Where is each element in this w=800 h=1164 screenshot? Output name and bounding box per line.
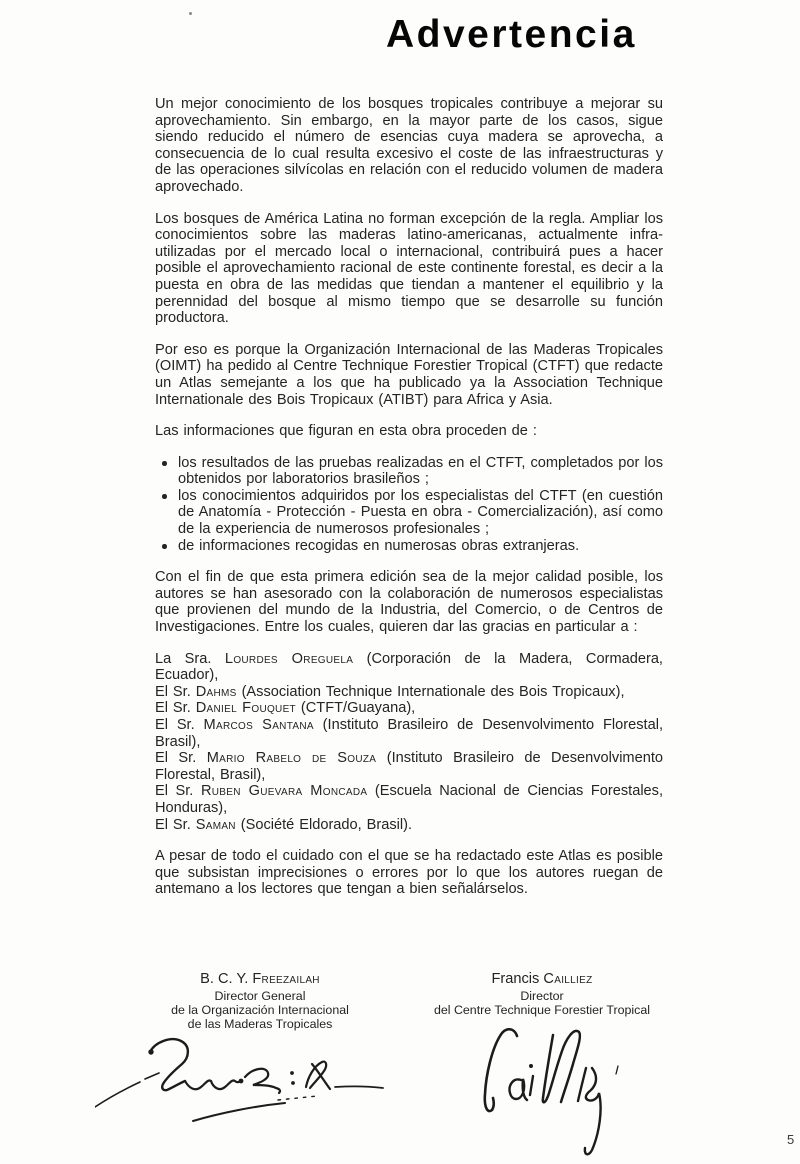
page-number: 5: [787, 1132, 795, 1147]
acknowledgement-line: [155, 783, 663, 816]
signatory-left: [138, 971, 382, 1032]
ack-name: Mario Rabelo de Souza: [206, 750, 377, 767]
signatory-surname: Freezailah: [252, 971, 320, 987]
ack-detail: (Instituto Brasileiro de Desenvolvimento Florestal, Brasil),: [155, 717, 664, 750]
ack-prefix: El Sr.: [155, 783, 194, 800]
ack-name: Marcos Santana: [203, 717, 314, 733]
signatory-right: [406, 971, 678, 1017]
sources-intro: Las informaciones que figuran en esta obra proceden de :: [155, 423, 537, 440]
bullet-dot-icon: [162, 494, 167, 499]
acknowledgement-line: [155, 684, 663, 701]
ack-detail: (Association Technique Internationale des Bois Tropicaux),: [241, 683, 625, 700]
ack-prefix: El Sr.: [155, 717, 195, 733]
signatory-role: Director: [520, 989, 564, 1003]
ack-detail: (Société Eldorado, Brasil).: [240, 816, 413, 833]
acknowledgement-line: [155, 717, 663, 750]
scan-speck: [189, 12, 192, 15]
ack-name: Dahms: [195, 683, 237, 700]
ack-prefix: El Sr.: [155, 683, 191, 700]
paragraph-6: A pesar de todo el cuidado con el que se ha redactado este Atlas es posible que subsistan imprecisiones o errores por lo que los autores ruegan de antemano a los lectores que tengan a bien señalárselos.: [155, 848, 663, 898]
ack-name: Daniel Fouquet: [195, 700, 296, 717]
list-item-text: de informaciones recogidas en numerosas obras extranjeras.: [178, 537, 580, 554]
freezailah-signature: [95, 1035, 395, 1135]
acknowledgement-line: [155, 651, 663, 684]
signatory-role: de la Organización Internacional: [171, 1003, 349, 1018]
ack-prefix: El Sr.: [155, 816, 191, 833]
paragraph-5: Con el fin de que esta primera edición sea de la mejor calidad posible, los autores se han asesorado con la colaboración de numerosos especialistas que provienen del mundo de la Industria, del Comercio, o de Centros de Investigaciones. Entre los cuales, quieren dar las gracias en particular a :: [155, 569, 663, 636]
ack-name: Saman: [195, 816, 236, 833]
acknowledgements: [155, 651, 663, 834]
paragraph-3: Por eso es porque la Organización Internacional de las Maderas Tropicales (OIMT) ha pedido al Centre Technique Forestier Tropical (CTFT) que redacte un Atlas semejante a los que ha publicado ya la Association Technique Internationale des Bois Tropicaux (ATIBT) para Africa y Asia.: [155, 341, 663, 408]
acknowledgement-line: [155, 700, 663, 717]
list-item: [155, 488, 663, 538]
bullet-dot-icon: [162, 461, 167, 466]
ack-detail: (Corporación de la Madera, Cormadera, Ecuador),: [155, 650, 663, 684]
list-item-text: los conocimientos adquiridos por los especialistas del CTFT (en cuestión de Anatomía - Protección - Puesta en obra - Comercialización), así como de la experiencia de numerosos profesionales ;: [178, 487, 663, 538]
ack-detail: (CTFT/Guayana),: [300, 700, 416, 717]
paragraph-1: Un mejor conocimiento de los bosques tropicales contribuye a mejorar su aprovechamiento. Sin embargo, en la mayor parte de los casos, sigue siendo reducido el número de esencias cuya madera se aprovecha, a consecuencia de lo cual resulta excesivo el coste de las infraestructuras y de las operaciones silvícolas en relación con el reducido volumen de madera aprovechado.: [155, 96, 663, 195]
ack-prefix: El Sr.: [155, 700, 191, 717]
signatory-name: [138, 971, 382, 988]
list-item: [155, 455, 663, 488]
signatory-role: de las Maderas Tropicales: [187, 1017, 333, 1032]
ack-name: Lourdes Oreguela: [224, 650, 354, 667]
acknowledgement-line: [155, 750, 663, 783]
signatory-firstname: B. C. Y.: [200, 971, 249, 987]
page-title: Advertencia: [386, 13, 637, 56]
signatory-firstname: Francis: [491, 971, 540, 987]
signatory-surname: Cailliez: [543, 971, 593, 987]
paragraph-2: Los bosques de América Latina no forman excepción de la regla. Ampliar los conocimientos sobre las maderas latino-americanas, actualmente infra-utilizadas por el mercado local o internacional, contribuirá pues a hacer posible el aprovechamiento racional de este continente forestal, es decir a la puesta en obra de las medidas que tiendan a mantener el equilibrio y la perennidad del bosque al mismo tiempo que se desarrolle su función productora.: [155, 210, 663, 327]
bullet-dot-icon: [162, 544, 167, 549]
signatory-role: Director General: [214, 989, 306, 1003]
signatory-name: [406, 971, 678, 988]
ack-prefix: La Sra.: [155, 650, 212, 667]
sources-list: [155, 455, 663, 555]
ack-prefix: El Sr.: [155, 750, 197, 767]
acknowledgement-line: [155, 817, 663, 834]
signatory-role: del Centre Technique Forestier Tropical: [433, 1003, 651, 1018]
ack-detail: (Instituto Brasileiro de Desenvolvimento Florestal, Brasil),: [155, 750, 663, 783]
cailliez-signature: [465, 1022, 640, 1162]
ack-name: Ruben Guevara Moncada: [200, 783, 368, 800]
list-item: [155, 538, 663, 555]
ack-detail: (Escuela Nacional de Ciencias Forestales, Honduras),: [155, 783, 664, 816]
body-text: [155, 96, 663, 913]
list-item-text: los resultados de las pruebas realizadas en el CTFT, completados por los obtenidos por laboratorios brasileños ;: [178, 454, 663, 488]
